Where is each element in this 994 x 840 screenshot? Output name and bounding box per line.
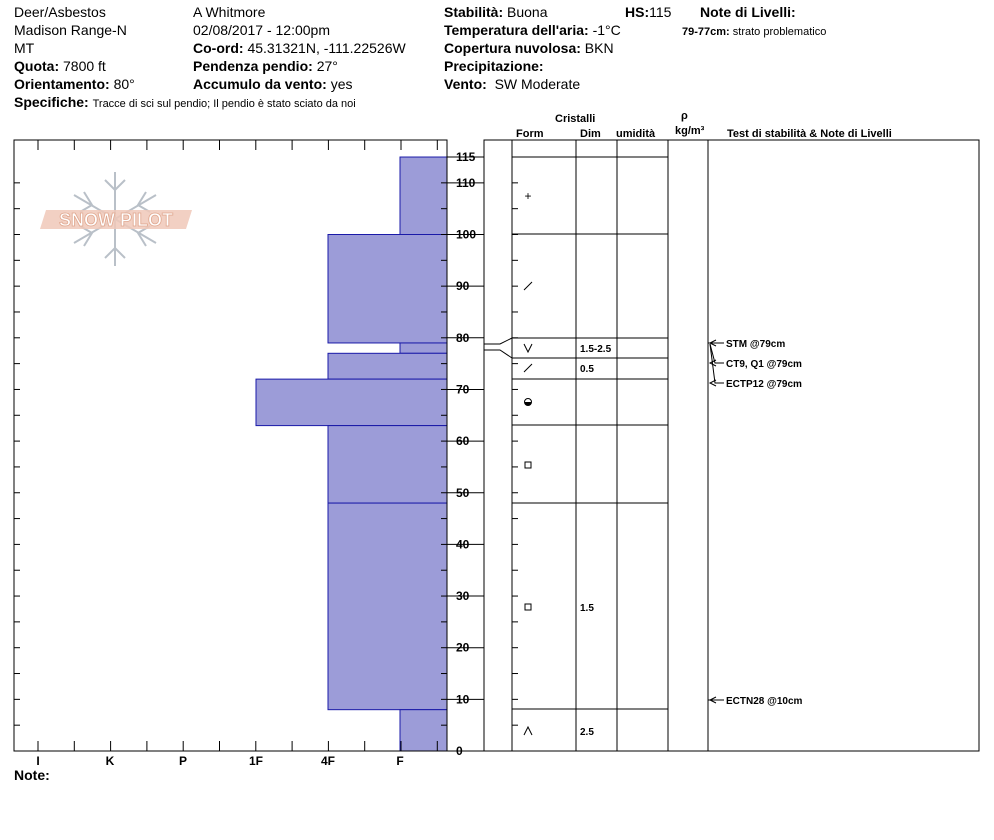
hardness-tick-label-F: F (396, 754, 404, 768)
wind-loading-label: Accumulo da vento: (193, 76, 327, 92)
hardness-tick-label-P: P (178, 754, 188, 768)
size-label-3: 0.5 (580, 364, 594, 375)
height-label-60: 60 (456, 434, 470, 449)
height-label-50: 50 (456, 485, 470, 500)
hardness-tick-label-1F: 1F (248, 754, 264, 768)
hardness-bar-2 (400, 343, 447, 353)
specifics-label: Specifiche: (14, 94, 89, 110)
aspect-label: Orientamento: (14, 76, 110, 92)
stability-value: Buona (507, 4, 548, 20)
height-label-20: 20 (456, 640, 470, 655)
wind-loading-value: yes (330, 76, 353, 92)
hardness-profile (14, 140, 484, 768)
height-label-115: 115 (456, 150, 476, 165)
hardness-bar-7 (400, 710, 447, 751)
height-label-0: 0 (456, 744, 463, 758)
connector-76 (484, 350, 512, 358)
hardness-bar-1 (328, 235, 447, 343)
form-header: Form (516, 128, 544, 140)
dim-header: Dim (580, 128, 601, 140)
precip-label: Precipitazione: (444, 58, 544, 74)
hardness-tick-label-I: I (36, 754, 40, 768)
density-unit-header: kg/m³ (675, 125, 705, 137)
height-label-40: 40 (456, 537, 470, 552)
crystals-header: Cristalli (555, 113, 596, 125)
elevation-label: Quota: (14, 58, 60, 74)
height-label-30: 30 (456, 589, 470, 604)
stability-label: Stabilità: (444, 4, 504, 20)
hs-value: 115 (649, 4, 672, 20)
cloud-label: Copertura nuvolosa: (444, 40, 581, 56)
form-symbol-3 (524, 364, 532, 372)
size-label-2: 1.5-2.5 (580, 344, 612, 355)
hardness-tick-label-4F: 4F (320, 754, 336, 768)
coord-label: Co-ord: (193, 40, 244, 56)
height-label-70: 70 (456, 382, 470, 397)
form-symbol-1 (524, 282, 532, 290)
connector-80 (484, 338, 512, 344)
layer-note-text: strato problematico (732, 26, 827, 38)
cloud-value: BKN (584, 40, 614, 56)
test-label-2: ECTP12 @79cm (726, 379, 802, 390)
air-temp-label: Temperatura dell'aria: (444, 22, 589, 38)
state: MT (14, 40, 35, 56)
test-label-0: STM @79cm (726, 339, 786, 350)
hardness-bar-5 (328, 426, 447, 503)
hardness-bar-6 (328, 503, 447, 710)
snowpilot-logo (40, 172, 192, 266)
datetime: 02/08/2017 - 12:00pm (193, 22, 330, 38)
hardness-bar-0 (400, 157, 447, 234)
hardness-bar-4 (256, 379, 447, 425)
height-label-90: 90 (456, 279, 470, 294)
height-label-100: 100 (456, 227, 477, 242)
form-symbol-2 (524, 344, 532, 352)
hardness-bar-3 (328, 353, 447, 379)
location: Deer/Asbestos (14, 4, 106, 20)
hardness-tick-label-K: K (105, 754, 115, 768)
notes-label: Note: (14, 767, 50, 783)
layer-table (484, 140, 979, 751)
air-temp-value: -1°C (592, 22, 621, 38)
test-label-3: ECTN28 @10cm (726, 696, 803, 707)
form-symbol-5 (525, 462, 531, 468)
elevation-value: 7800 ft (63, 58, 106, 74)
hs-label: HS: (625, 4, 650, 20)
layer-note-range: 79-77cm: (682, 26, 730, 38)
coord-value: 45.31321N, -111.22526W (247, 40, 406, 56)
layer-notes-label: Note di Livelli: (700, 4, 796, 20)
rho-header: ρ (681, 110, 688, 122)
slope-value: 27° (316, 58, 338, 74)
height-label-10: 10 (456, 692, 470, 707)
wind-value: SW Moderate (494, 76, 581, 92)
specifics-value: Tracce di sci sul pendio; Il pendio è stato sciato da noi (92, 98, 356, 110)
form-symbol-6 (525, 604, 531, 610)
height-label-80: 80 (456, 330, 470, 345)
table-frame (484, 140, 979, 751)
logo-text: SNOW PILOT (59, 210, 173, 230)
observer: A Whitmore (193, 4, 266, 20)
size-label-7: 2.5 (580, 727, 594, 738)
moisture-header: umidità (616, 128, 656, 140)
slope-label: Pendenza pendio: (193, 58, 313, 74)
aspect-value: 80° (113, 76, 135, 92)
form-symbol-7 (524, 727, 532, 735)
wind-label: Vento: (444, 76, 487, 92)
form-symbol-0: + (524, 189, 532, 203)
test-label-1: CT9, Q1 @79cm (726, 359, 802, 370)
tests-notes-header: Test di stabilità & Note di Livelli (727, 128, 892, 140)
height-label-110: 110 (456, 175, 476, 190)
range: Madison Range-N (14, 22, 127, 38)
size-label-6: 1.5 (580, 603, 594, 614)
